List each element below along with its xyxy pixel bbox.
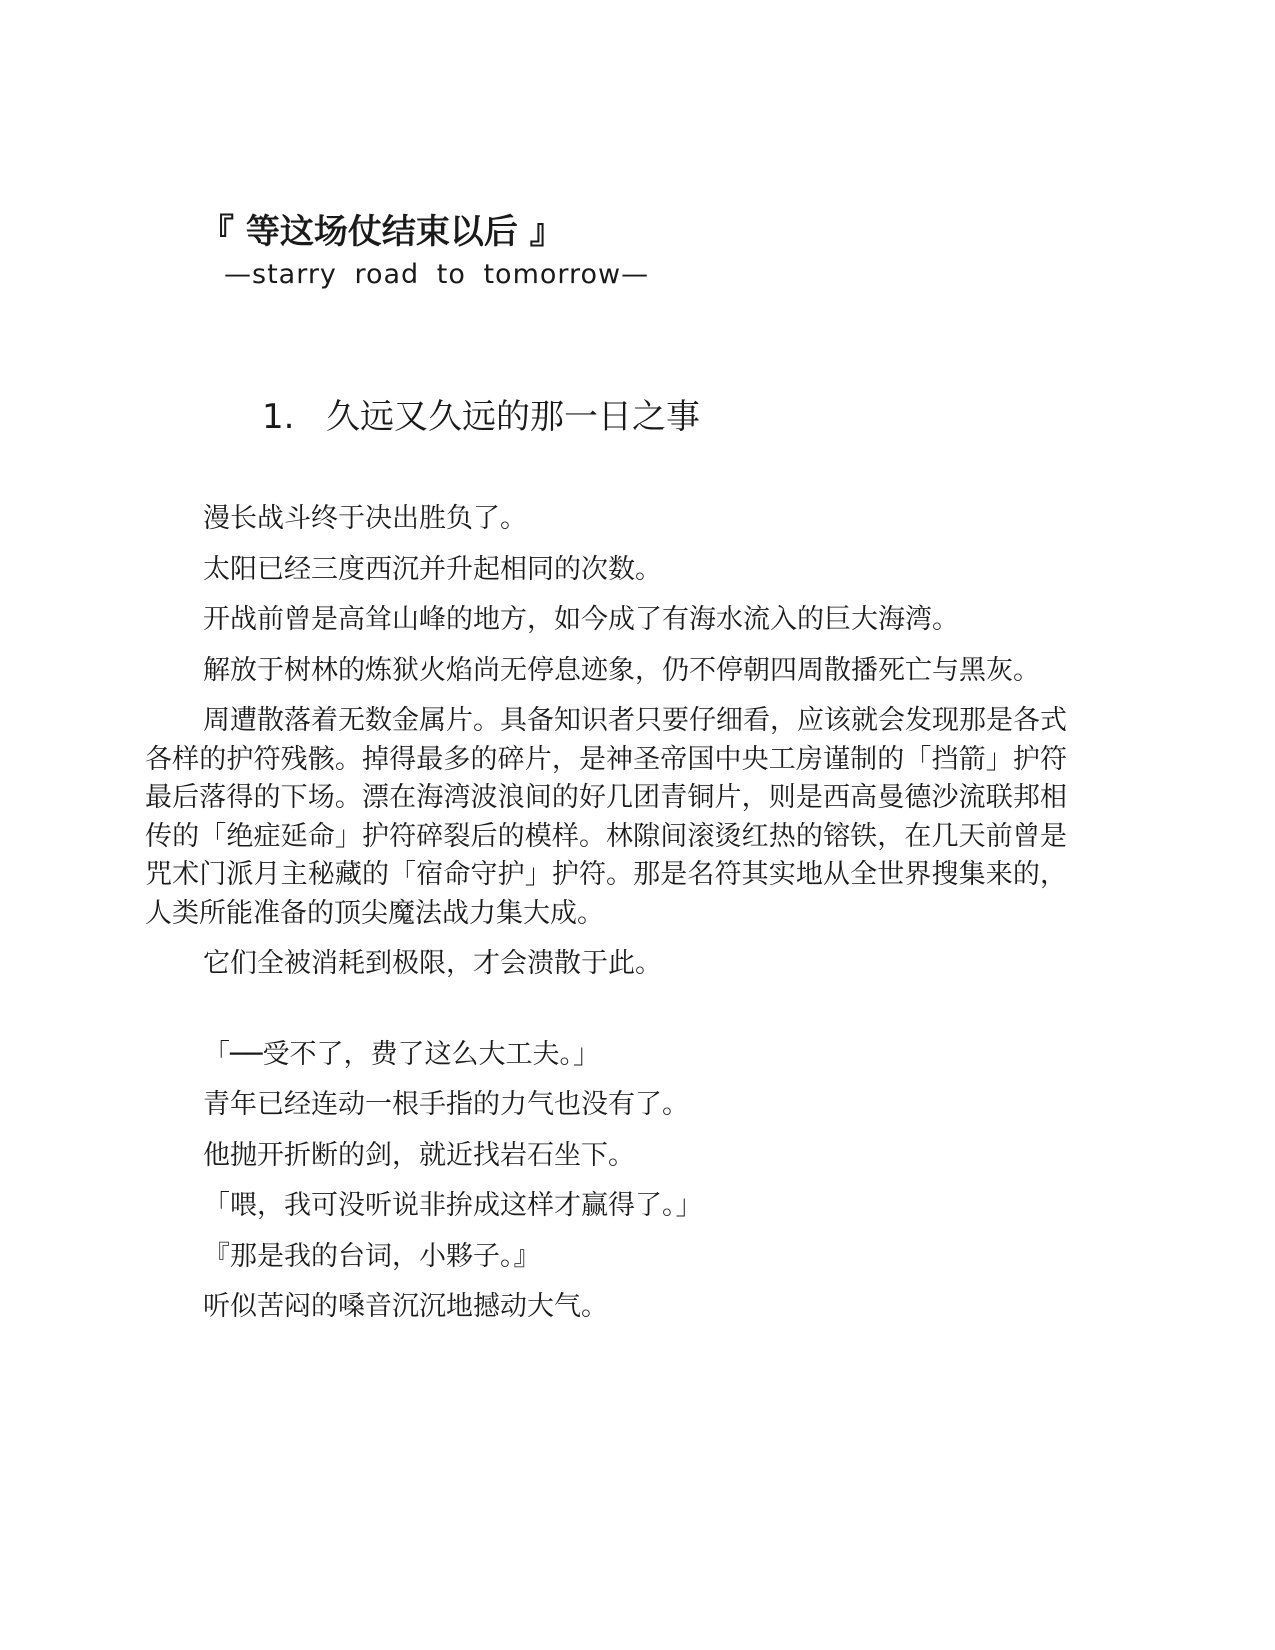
dialogue-line: 他抛开折断的剑，就近找岩石坐下。 — [203, 1139, 635, 1171]
dialogue-line: 『那是我的台词，小夥子。』 — [203, 1240, 541, 1272]
chapter-heading — [262, 394, 700, 440]
paragraph: 周遭散落着无数金属片。具备知识者只要仔细看，应该就会发现那是各式各样的护符残骸。掉得最多的碎片，是神圣帝国中央工房谨制的「挡箭」护符最后落得的下场。漂在海湾波浪间的好几团青铜片，则是西高曼德沙流联邦相传的「绝症延命」护符碎裂后的模样。林隙间滚烫红热的镕铁，在几天前曾是咒术门派月主秘藏的「宿命守护」护符。那是名符其实地从全世界搜集来的，人类所能准备的顶尖魔法战力集大成。 — [145, 705, 1067, 929]
paragraph: 它们全被消耗到极限，才会溃散于此。 — [203, 948, 662, 979]
body-text — [145, 500, 1067, 1339]
paragraph: 太阳已经三度西沉并升起相同的次数。 — [203, 553, 662, 585]
paragraph: 漫长战斗终于决出胜负了。 — [203, 503, 527, 534]
paragraph: 开战前曾是高耸山峰的地方，如今成了有海水流入的巨大海湾。 — [203, 604, 959, 635]
book-title: 『 等这场仗结束以后 』 — [200, 212, 564, 252]
chapter-title: 久远又久远的那一日之事 — [326, 397, 700, 437]
dialogue-line: 「喂，我可没听说非拚成这样才赢得了。」 — [203, 1190, 703, 1221]
dialogue-line: 「──受不了，费了这么大工夫。」 — [203, 1038, 601, 1070]
paragraph: 解放于树林的炼狱火焰尚无停息迹象，仍不停朝四周散播死亡与黑灰。 — [203, 654, 1040, 686]
book-subtitle: —starry road to tomorrow— — [224, 259, 650, 290]
section-gap — [145, 996, 1067, 1036]
chapter-number: 1. — [262, 397, 295, 437]
dialogue-line: 听似苦闷的嗓音沉沉地撼动大气。 — [203, 1291, 608, 1322]
dialogue-line: 青年已经连动一根手指的力气也没有了。 — [203, 1089, 689, 1120]
